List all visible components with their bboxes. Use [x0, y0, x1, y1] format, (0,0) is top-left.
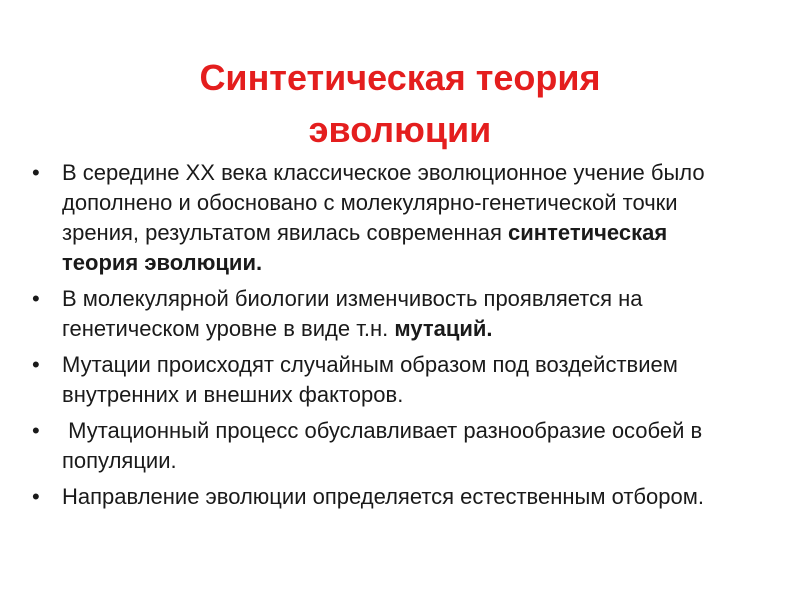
bullet-bold-text: синтетическая теория эволюции.	[62, 220, 668, 275]
bullet-item-5	[30, 482, 730, 512]
bullet-item-2	[30, 284, 730, 344]
bullet-text: Мутационный процесс обуславливает разнообразие особей в популяции.	[62, 418, 709, 473]
slide-title-line-1: Синтетическая теория	[199, 57, 601, 99]
bullet-bold-text: мутаций.	[394, 316, 493, 341]
bullet-text: В середине XX века классическое эволюционное учение было дополнено и обосновано с молекулярно-генетической точки зрения, результатом явилась современная	[62, 160, 705, 245]
bullet-marker: •	[32, 484, 40, 509]
bullet-item-1	[30, 158, 730, 278]
bullet-text: В молекулярной биологии изменчивость проявляется на генетическом уровне в виде т.н.	[62, 286, 643, 341]
bullet-marker: •	[32, 286, 40, 311]
bullet-marker: •	[32, 352, 40, 377]
slide-title	[60, 52, 740, 156]
bullet-text: Направление эволюции определяется естественным отбором.	[62, 484, 704, 509]
bullet-list	[30, 158, 730, 518]
bullet-marker: •	[32, 160, 40, 185]
bullet-item-3	[30, 350, 730, 410]
bullet-text: Мутации происходят случайным образом под воздействием внутренних и внешних факторов.	[62, 352, 678, 407]
bullet-marker: •	[32, 418, 40, 443]
bullet-item-4	[30, 416, 730, 476]
slide-title-line-2: эволюции	[308, 109, 492, 151]
